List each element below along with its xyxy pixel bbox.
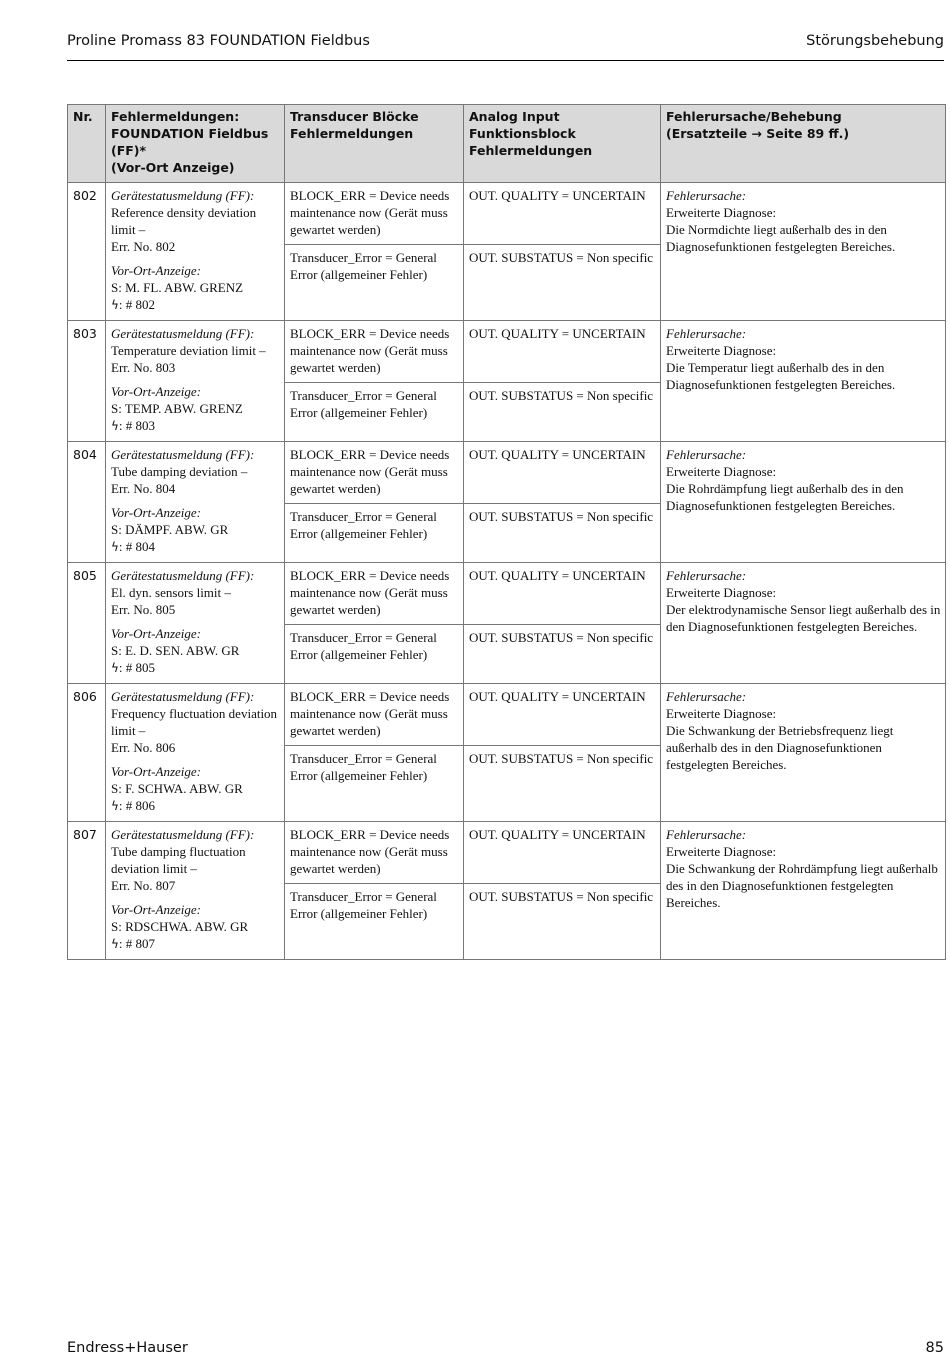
cause-cell: Fehlerursache: Erweiterte Diagnose: Die Normdichte liegt außerhalb des in den Diagnosefunktionen festgelegten Bereiches. (661, 183, 946, 321)
arrow-right-icon: → (751, 126, 762, 141)
ai-quality: OUT. QUALITY = UNCERTAIN (464, 563, 661, 625)
page-footer (67, 1340, 944, 1356)
ff-message-cell: Gerätestatusmeldung (FF): Temperature deviation limit – Err. No. 803 Vor-Ort-Anzeige: S: TEMP. ABW. GRENZ ϟ: # 803 (106, 321, 285, 442)
transducer-error: Transducer_Error = General Error (allgemeiner Fehler) (285, 884, 464, 960)
cause-cell: Fehlerursache: Erweiterte Diagnose: Der elektrodynamische Sensor liegt außerhalb des in den Diagnosefunktionen festgelegten Bereiches. (661, 563, 946, 684)
transducer-error: Transducer_Error = General Error (allgemeiner Fehler) (285, 504, 464, 563)
page-number: 85 (925, 1340, 944, 1356)
ff-message-cell: Gerätestatusmeldung (FF): Tube damping deviation – Err. No. 804 Vor-Ort-Anzeige: S: DÄMPF. ABW. GR ϟ: # 804 (106, 442, 285, 563)
ai-quality: OUT. QUALITY = UNCERTAIN (464, 684, 661, 746)
transducer-block-error: BLOCK_ERR = Device needs maintenance now (Gerät muss gewartet werden) (285, 563, 464, 625)
transducer-block-error: BLOCK_ERR = Device needs maintenance now (Gerät muss gewartet werden) (285, 822, 464, 884)
transducer-error: Transducer_Error = General Error (allgemeiner Fehler) (285, 625, 464, 684)
cause-cell: Fehlerursache: Erweiterte Diagnose: Die Temperatur liegt außerhalb des in den Diagnosefunktionen festgelegten Bereiches. (661, 321, 946, 442)
ff-message-cell: Gerätestatusmeldung (FF): Reference density deviation limit – Err. No. 802 Vor-Ort-Anzeige: S: M. FL. ABW. GRENZ ϟ: # 802 (106, 183, 285, 321)
table-row (68, 563, 946, 625)
table-row (68, 183, 946, 245)
lightning-icon: ϟ (111, 419, 119, 433)
ai-quality: OUT. QUALITY = UNCERTAIN (464, 321, 661, 383)
header-cause: Fehlerursache/Behebung (Ersatzteile → Seite 89 ff.) (661, 105, 946, 183)
transducer-block-error: BLOCK_ERR = Device needs maintenance now (Gerät muss gewartet werden) (285, 442, 464, 504)
error-number: 807 (68, 822, 106, 960)
table-row (68, 822, 946, 884)
error-number: 805 (68, 563, 106, 684)
header-section: Störungsbehebung (806, 33, 944, 49)
table-row (68, 442, 946, 504)
error-number: 806 (68, 684, 106, 822)
error-number: 803 (68, 321, 106, 442)
lightning-icon: ϟ (111, 540, 119, 554)
ai-quality: OUT. QUALITY = UNCERTAIN (464, 442, 661, 504)
transducer-error: Transducer_Error = General Error (allgemeiner Fehler) (285, 746, 464, 822)
cause-cell: Fehlerursache: Erweiterte Diagnose: Die Schwankung der Rohrdämpfung liegt außerhalb des in den Diagnosefunktionen festgelegten Bereiches. (661, 822, 946, 960)
cause-cell: Fehlerursache: Erweiterte Diagnose: Die Schwankung der Betriebsfrequenz liegt außerhalb des in den Diagnosefunktionen festgelegten Bereiches. (661, 684, 946, 822)
lightning-icon: ϟ (111, 298, 119, 312)
header-transducer: Transducer Blöcke Fehlermeldungen (285, 105, 464, 183)
transducer-error: Transducer_Error = General Error (allgemeiner Fehler) (285, 383, 464, 442)
lightning-icon: ϟ (111, 937, 119, 951)
table-row (68, 684, 946, 746)
ff-message-cell: Gerätestatusmeldung (FF): El. dyn. sensors limit – Err. No. 805 Vor-Ort-Anzeige: S: E. D. SEN. ABW. GR ϟ: # 805 (106, 563, 285, 684)
ai-substatus: OUT. SUBSTATUS = Non specific (464, 504, 661, 563)
error-number: 804 (68, 442, 106, 563)
error-table (67, 104, 946, 960)
ff-message-cell: Gerätestatusmeldung (FF): Tube damping fluctuation deviation limit – Err. No. 807 Vor-Ort-Anzeige: S: RDSCHWA. ABW. GR ϟ: # 807 (106, 822, 285, 960)
cause-cell: Fehlerursache: Erweiterte Diagnose: Die Rohrdämpfung liegt außerhalb des in den Diagnosefunktionen festgelegten Bereiches. (661, 442, 946, 563)
page-header (67, 30, 944, 61)
ff-message-cell: Gerätestatusmeldung (FF): Frequency fluctuation deviation limit – Err. No. 806 Vor-Ort-Anzeige: S: F. SCHWA. ABW. GR ϟ: # 806 (106, 684, 285, 822)
ai-substatus: OUT. SUBSTATUS = Non specific (464, 383, 661, 442)
header-title: Proline Promass 83 FOUNDATION Fieldbus (67, 33, 370, 49)
transducer-block-error: BLOCK_ERR = Device needs maintenance now (Gerät muss gewartet werden) (285, 183, 464, 245)
ai-quality: OUT. QUALITY = UNCERTAIN (464, 822, 661, 884)
footer-company: Endress+Hauser (67, 1340, 188, 1356)
header-analog-input: Analog Input Funktionsblock Fehlermeldungen (464, 105, 661, 183)
ai-quality: OUT. QUALITY = UNCERTAIN (464, 183, 661, 245)
ai-substatus: OUT. SUBSTATUS = Non specific (464, 884, 661, 960)
transducer-block-error: BLOCK_ERR = Device needs maintenance now (Gerät muss gewartet werden) (285, 684, 464, 746)
header-ff: Fehlermeldungen: FOUNDATION Fieldbus (FF)* (Vor-Ort Anzeige) (106, 105, 285, 183)
header-nr: Nr. (68, 105, 106, 183)
transducer-error: Transducer_Error = General Error (allgemeiner Fehler) (285, 245, 464, 321)
table-header-row (68, 105, 946, 183)
lightning-icon: ϟ (111, 661, 119, 675)
ai-substatus: OUT. SUBSTATUS = Non specific (464, 746, 661, 822)
ai-substatus: OUT. SUBSTATUS = Non specific (464, 625, 661, 684)
table-row (68, 321, 946, 383)
transducer-block-error: BLOCK_ERR = Device needs maintenance now (Gerät muss gewartet werden) (285, 321, 464, 383)
error-number: 802 (68, 183, 106, 321)
lightning-icon: ϟ (111, 799, 119, 813)
ai-substatus: OUT. SUBSTATUS = Non specific (464, 245, 661, 321)
